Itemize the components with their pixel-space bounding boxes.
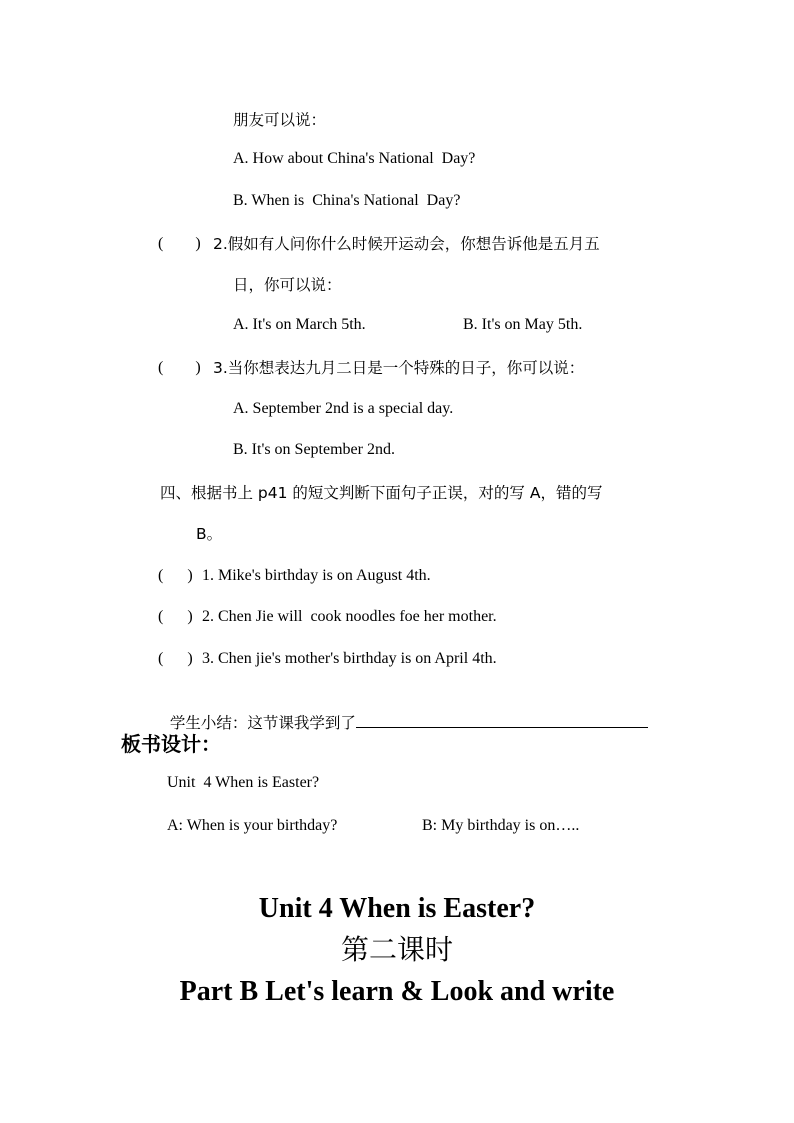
q2-question-cont: 日，你可以说：: [233, 276, 342, 294]
board-design-heading: 板书设计：: [121, 732, 221, 756]
board-line-a: A: When is your birthday?: [167, 817, 338, 834]
board-line-unit: Unit 4 When is Easter?: [167, 774, 320, 791]
q3-question: 3.当你想表达九月二日是一个特殊的日子，你可以说：: [213, 359, 585, 377]
q3-answer-paren: ( ): [158, 359, 201, 376]
q2-option-a: A. It's on March 5th.: [233, 316, 366, 333]
tf-item-3-paren: ( ): [158, 650, 193, 667]
tf-item-2-paren: ( ): [158, 608, 193, 625]
q2-question: 2.假如有人问你什么时候开运动会，你想告诉他是五月五: [213, 235, 600, 253]
q2-option-b: B. It's on May 5th.: [463, 316, 583, 333]
q2-answer-paren: ( ): [158, 235, 201, 252]
tf-item-3: 3. Chen jie's mother's birthday is on April 4th.: [202, 650, 497, 667]
board-line-b: B: My birthday is on…..: [422, 817, 580, 834]
q1-option-a: A. How about China's National Day?: [233, 150, 476, 167]
section4-title: 四、根据书上 p41 的短文判断下面句子正误，对的写 A，错的写: [160, 484, 603, 502]
q3-option-a: A. September 2nd is a special day.: [233, 400, 454, 417]
student-summary: [160, 690, 648, 733]
lesson-title: Unit 4 When is Easter?: [258, 893, 536, 924]
lesson-period: 第二课时: [340, 933, 453, 966]
section4-title-cont: B。: [196, 525, 223, 543]
summary-blank[interactable]: [356, 710, 648, 728]
tf-item-1: 1. Mike's birthday is on August 4th.: [202, 567, 431, 584]
student-summary-label: 学生小结：这节课我学到了: [169, 714, 356, 732]
lesson-part: Part B Let's learn & Look and write: [179, 976, 615, 1007]
tf-item-2: 2. Chen Jie will cook noodles foe her mother.: [202, 608, 497, 625]
q1-option-b: B. When is China's National Day?: [233, 192, 461, 209]
q3-option-b: B. It's on September 2nd.: [233, 441, 395, 458]
tf-item-1-paren: ( ): [158, 567, 193, 584]
q1-prompt-tail: 朋友可以说：: [233, 111, 327, 129]
